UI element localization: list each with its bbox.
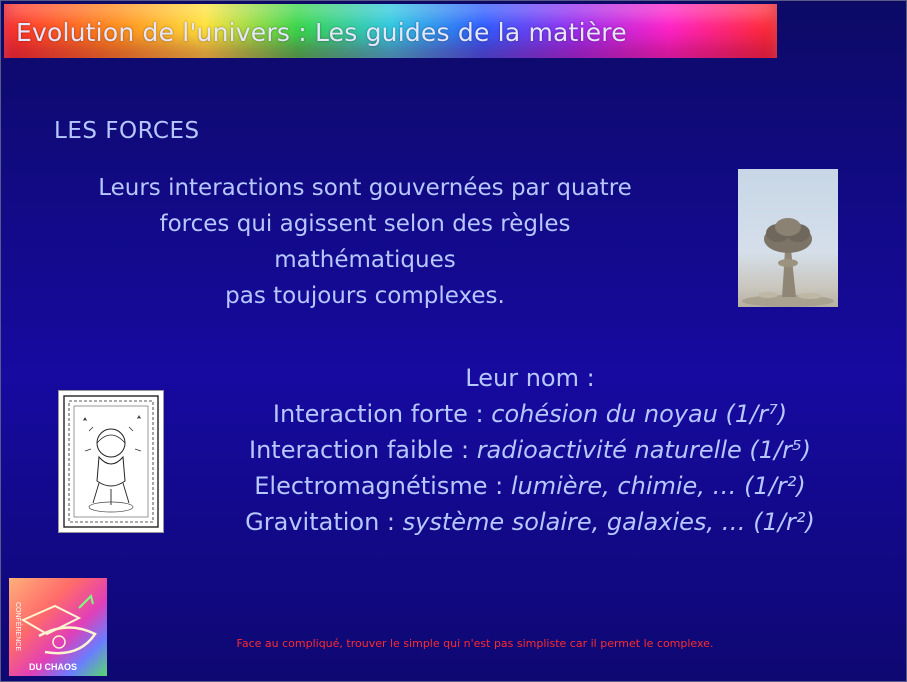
- section-heading: LES FORCES: [54, 118, 200, 144]
- force-name: Gravitation :: [245, 508, 403, 536]
- chaos-logo-icon: [9, 578, 107, 676]
- force-row: [170, 396, 890, 432]
- footer-quote: Face au compliqué, trouver le simple qui n'est pas simpliste car il permet le complexe.: [236, 637, 714, 650]
- logo-arc-text: CONFÉRENCE: [14, 602, 21, 652]
- title-bar: [4, 4, 777, 58]
- mushroom-cloud-icon: [738, 169, 838, 307]
- intro-line: Leurs interactions sont gouvernées par quatre: [98, 175, 632, 201]
- force-row: [170, 432, 890, 468]
- force-row: [170, 504, 890, 540]
- engraving-image: [58, 390, 164, 533]
- mushroom-cloud-image: [738, 169, 838, 307]
- intro-line: forces qui agissent selon des règles: [159, 211, 571, 237]
- force-name: Electromagnétisme :: [254, 472, 511, 500]
- intro-line: mathématiques: [274, 247, 456, 273]
- intro-line: pas toujours complexes.: [225, 283, 505, 309]
- forces-list: [170, 360, 890, 540]
- forces-list-title: Leur nom :: [465, 364, 595, 392]
- force-description: radioactivité naturelle (1/r⁵): [476, 436, 811, 464]
- force-name: Interaction forte :: [272, 400, 492, 428]
- slide-title: Evolution de l'univers : Les guides de la matière: [16, 18, 627, 47]
- force-description: système solaire, galaxies, … (1/r²): [402, 508, 815, 536]
- force-description: cohésion du noyau (1/r⁷): [491, 400, 788, 428]
- logo-bottom-text: DU CHAOS: [29, 662, 78, 672]
- force-name: Interaction faible :: [249, 436, 477, 464]
- intro-text: [40, 170, 690, 314]
- force-row: [170, 468, 890, 504]
- engraving-illustration-icon: [59, 391, 163, 532]
- force-description: lumière, chimie, … (1/r²): [510, 472, 806, 500]
- conference-du-chaos-logo: [9, 578, 107, 676]
